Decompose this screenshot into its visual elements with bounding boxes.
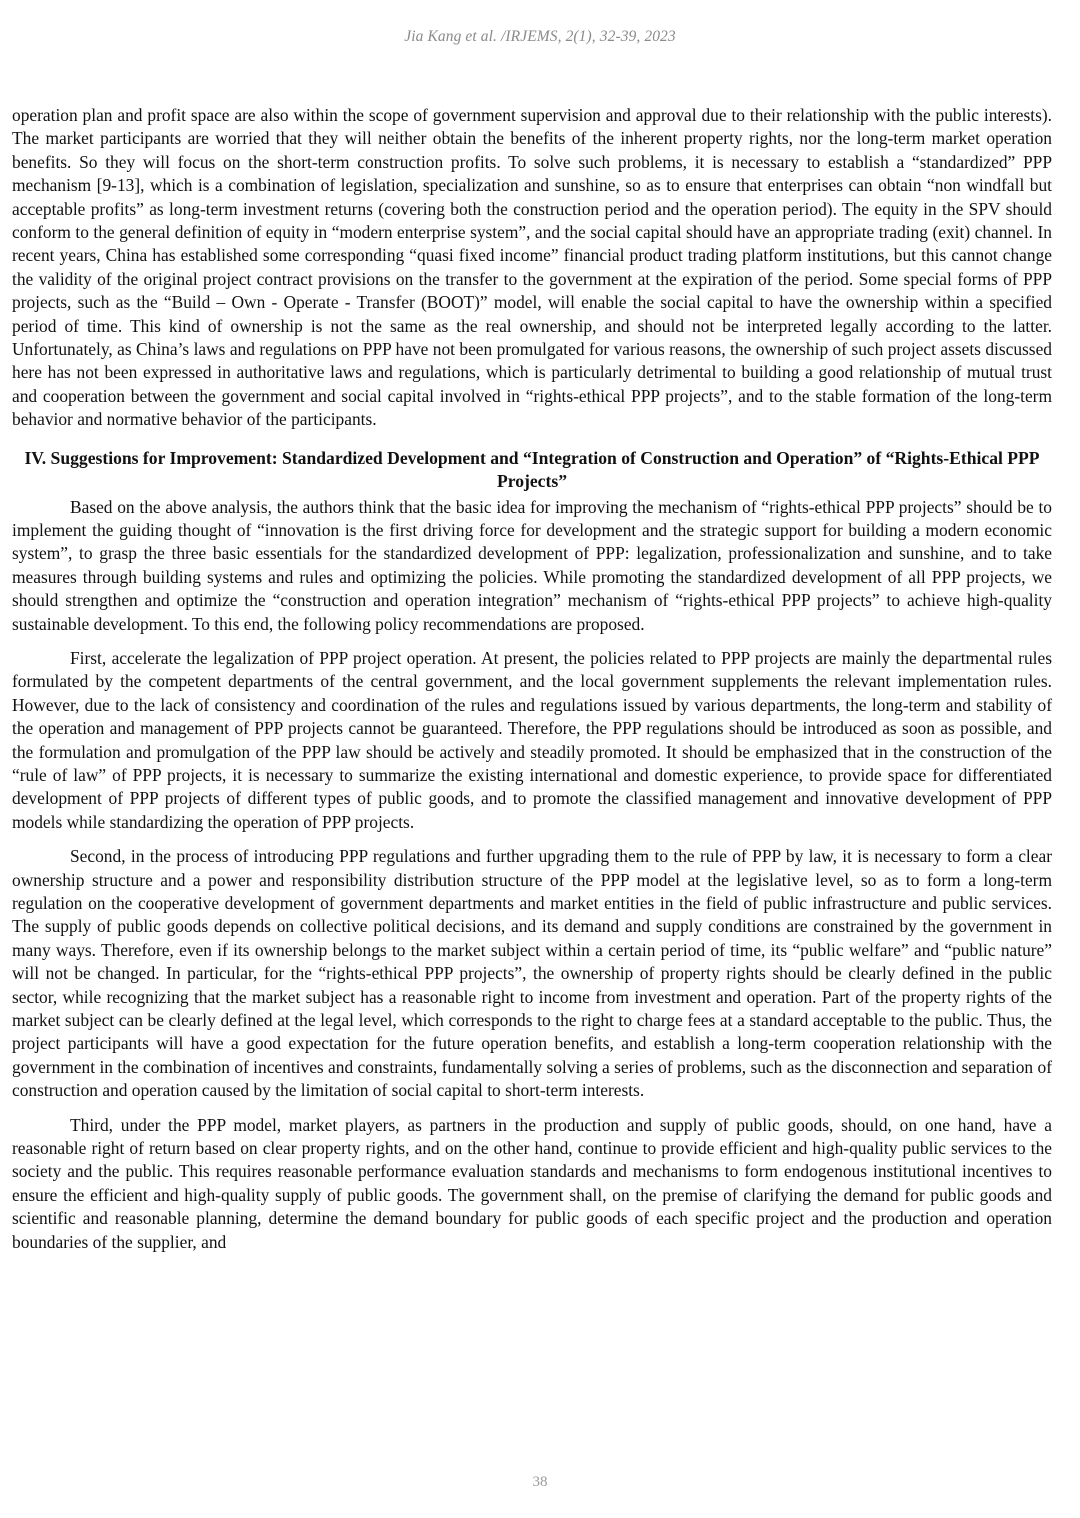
running-header: Jia Kang et al. /IRJEMS, 2(1), 32-39, 2023 [404,28,676,45]
intro-paragraph: Based on the above analysis, the authors think that the basic idea for improving the mechanism of “rights-ethical PPP projects” should be to implement the guiding thought of “innovation is the first driving force for development and the strategic support for building a modern economic system”, to grasp the three basic essentials for the standardized development of PPP: legalization, professionalization and sunshine, and to take measures through building systems and rules and optimizing the policies. While promoting the standardized development of all PPP projects, we should strengthen and optimize the “construction and operation integration” mechanism of “rights-ethical PPP projects” to achieve high-quality sustainable development. To this end, the following policy recommendations are proposed. [12,496,1052,634]
page-number: 38 [532,1474,548,1490]
continued-paragraph: operation plan and profit space are also within the scope of government supervision and approval due to their relationship with the public interests). The market participants are worried that they will neither obtain the benefits of the inherent property rights, nor the long-term market operation benefits. So they will focus on the short-term construction profits. To solve such problems, it is necessary to establish a “standardized” PPP mechanism [9-13], which is a combination of legislation, specialization and sunshine, so as to ensure that enterprises can obtain “non windfall but acceptable profits” as long-term investment returns (covering both the construction period and the operation period). The equity in the SPV should conform to the general definition of equity in “modern enterprise system”, and the social capital should have an appropriate trading (exit) channel. In recent years, China has established some corresponding “quasi fixed income” financial product trading platform institutions, but this cannot change the validity of the original project contract provisions on the transfer to the government at the expiration of the period. Some special forms of PPP projects, such as the “Build – Own - Operate - Transfer (BOOT)” model, will enable the social capital to have the ownership within a specified period of time. This kind of ownership is not the same as the real ownership, and should not be interpreted legally according to the latter. Unfortunately, as China’s laws and regulations on PPP have not been promulgated for various reasons, the ownership of such project assets discussed here has not been expressed in authoritative laws and regulations, which is particularly detrimental to building a good relationship of mutual trust and cooperation between the government and social capital involved in “rights-ethical PPP projects”, and to the stable formation of the long-term behavior and normative behavior of the participants. [12,105,1052,430]
section-heading: IV. Suggestions for Improvement: Standardized Development and “Integration of Construction and Operation” of “Rights-Ethical PPP Projects” [24,447,1040,492]
third-recommendation-paragraph: Third, under the PPP model, market players, as partners in the production and supply of public goods, should, on one hand, have a reasonable right of return based on clear property rights, and on the other hand, continue to provide efficient and high-quality public services to the society and the public. This requires reasonable performance evaluation standards and mechanisms to form endogenous institutional incentives to ensure the efficient and high-quality supply of public goods. The government shall, on the premise of clarifying the demand for public goods and scientific and reasonable planning, determine the demand boundary for public goods of each specific project and the production and operation boundaries of the supplier, and [12,1114,1052,1252]
page-body [12,104,1052,1254]
first-recommendation-paragraph: First, accelerate the legalization of PPP project operation. At present, the policies related to PPP projects are mainly the departmental rules formulated by the competent departments of the central government, and the local government supplements the relevant implementation rules. However, due to the lack of consistency and coordination of the rules and regulations issued by various departments, the long-term and stability of the operation and management of PPP projects cannot be guaranteed. Therefore, the PPP regulations should be introduced as soon as possible, and the formulation and promulgation of the PPP law should be actively and steadily promoted. It should be emphasized that in the construction of the “rule of law” of PPP projects, it is necessary to summarize the existing international and domestic experience, to provide space for differentiated development of PPP projects of different types of public goods, and to promote the classified management and innovative development of PPP models while standardizing the operation of PPP projects. [12,647,1052,832]
second-recommendation-paragraph: Second, in the process of introducing PPP regulations and further upgrading them to the rule of PPP by law, it is necessary to form a clear ownership structure and a power and responsibility distribution structure of the PPP model at the legislative level, so as to form a long-term regulation on the cooperative development of government departments and market entities in the field of public infrastructure and public services. The supply of public goods depends on collective political decisions, and its demand and supply conditions are constrained by the government in many ways. Therefore, even if its ownership belongs to the market subject within a certain period of time, its “public welfare” and “public nature” will not be changed. In particular, for the “rights-ethical PPP projects”, the ownership of property rights should be clearly defined in the public sector, while recognizing that the market subject has a reasonable right to income from investment and operation. Part of the property rights of the market subject can be clearly defined at the legal level, which corresponds to the right to charge fees at a standard acceptable to the public. Thus, the project participants will have a good expectation for the future operation benefits, and establish a long-term cooperation relationship with the government in the combination of incentives and constraints, fundamentally solving a series of problems, such as the disconnection and separation of construction and operation caused by the limitation of social capital to short-term interests. [12,846,1052,1101]
